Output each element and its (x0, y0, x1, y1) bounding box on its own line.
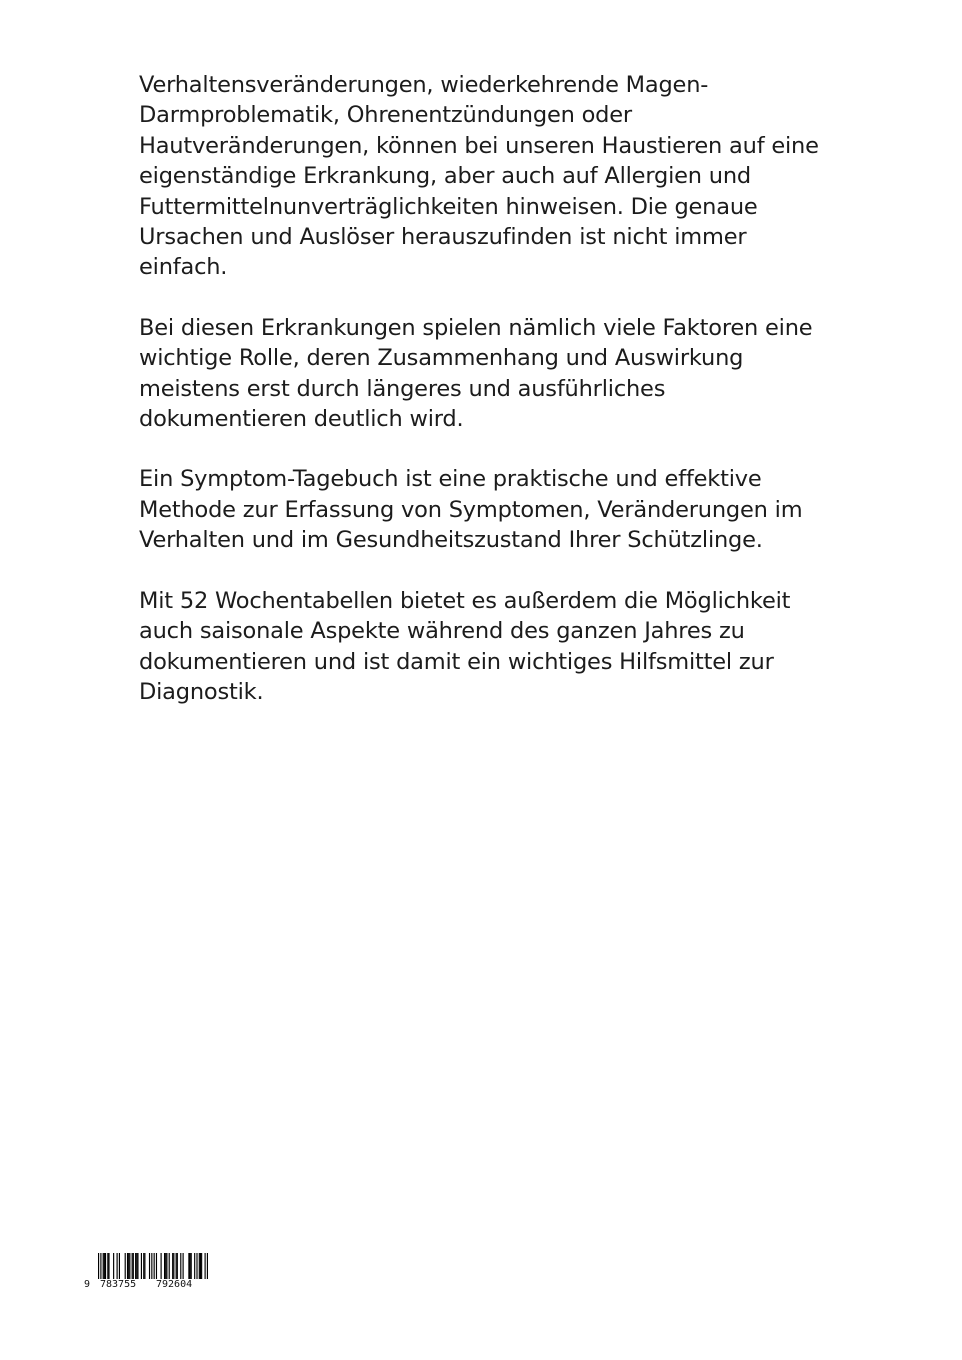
barcode-bar (154, 1253, 155, 1279)
barcode-bar (100, 1253, 101, 1279)
barcode-bar (137, 1253, 138, 1279)
paragraph-weekly-tables: Mit 52 Wochentabellen bietet es außerdem die Möglichkeit auch saisonale Aspekte während des ganzen Jahres zu dokumentieren und ist damit ein wichtiges Hilfsmittel zur Diagnostik. (139, 587, 791, 705)
paragraph-symptoms: Verhaltensveränderungen, wiederkehrende Magen- Darmproblematik, Ohrenentzündungen oder Hautveränderungen, können bei unseren Haustieren auf eine eigenständige Erkrankung, aber auch auf Allergien und Futtermittelnunverträglichkeiten hinweisen. Die genaue Ursachen und Auslöser herauszufinden ist nicht immer einfach. (139, 72, 819, 281)
barcode-bar (132, 1253, 133, 1279)
barcode-bar (164, 1253, 165, 1279)
barcode-bar (169, 1253, 170, 1279)
barcode-bar (135, 1253, 136, 1279)
barcode-left-group: 783755 (100, 1279, 137, 1290)
barcode-bar (149, 1253, 150, 1279)
barcode-bar (183, 1253, 184, 1279)
barcode-bar (103, 1253, 104, 1279)
barcode-bar (117, 1253, 118, 1279)
barcode-bar (199, 1253, 200, 1279)
barcode-bar (207, 1253, 208, 1279)
barcode-right-group: 792604 (156, 1279, 193, 1290)
barcode-number (84, 1279, 214, 1291)
barcode-bar (108, 1253, 109, 1279)
barcode-bar (189, 1253, 190, 1279)
barcode-bar (105, 1253, 106, 1279)
barcode-bar (177, 1253, 178, 1279)
barcode-bar (201, 1253, 202, 1279)
barcode-bar (191, 1253, 192, 1279)
barcode-bar (166, 1253, 167, 1279)
barcode-bar (127, 1253, 128, 1279)
barcode-bar (173, 1253, 174, 1279)
barcode-bar (176, 1253, 177, 1279)
blurb-text (139, 70, 829, 737)
barcode-bar (141, 1253, 142, 1279)
barcode-bar (196, 1253, 197, 1279)
barcode-bar (128, 1253, 129, 1279)
paragraph-factors: Bei diesen Erkrankungen spielen nämlich viele Faktoren eine wichtige Rolle, deren Zusammenhang und Auswirkung meistens erst durch längeres und ausführliches dokumentieren deutlich wird. (139, 314, 813, 433)
barcode-bar (156, 1253, 157, 1279)
barcode-bar (144, 1253, 145, 1279)
barcode-bar (136, 1253, 137, 1279)
barcode-bar (125, 1253, 126, 1279)
paragraph-diary: Ein Symptom-Tagebuch ist eine praktische und effektive Methode zur Erfassung von Symptomen, Veränderungen im Verhalten und im Gesundheitszustand Ihrer Schützlinge. (139, 466, 803, 554)
barcode-bar (151, 1253, 152, 1279)
barcode-bar (165, 1253, 166, 1279)
barcode-bars (98, 1253, 208, 1279)
barcode-bar (161, 1253, 162, 1279)
barcode-bar (200, 1253, 201, 1279)
barcode-bar (98, 1253, 99, 1279)
barcode-bar (133, 1253, 134, 1279)
barcode-bar (129, 1253, 130, 1279)
barcode-bar (188, 1253, 189, 1279)
barcode-bar (107, 1253, 108, 1279)
barcode-lead-digit: 9 (84, 1279, 91, 1290)
barcode-bar (172, 1253, 173, 1279)
barcode-bar (194, 1253, 195, 1279)
barcode-bar (113, 1253, 114, 1279)
barcode-bar (104, 1253, 105, 1279)
barcode-bar (205, 1253, 206, 1279)
barcode-bar (180, 1253, 181, 1279)
barcode-bar (143, 1253, 144, 1279)
barcode-bar (119, 1253, 120, 1279)
isbn-barcode (84, 1253, 214, 1293)
